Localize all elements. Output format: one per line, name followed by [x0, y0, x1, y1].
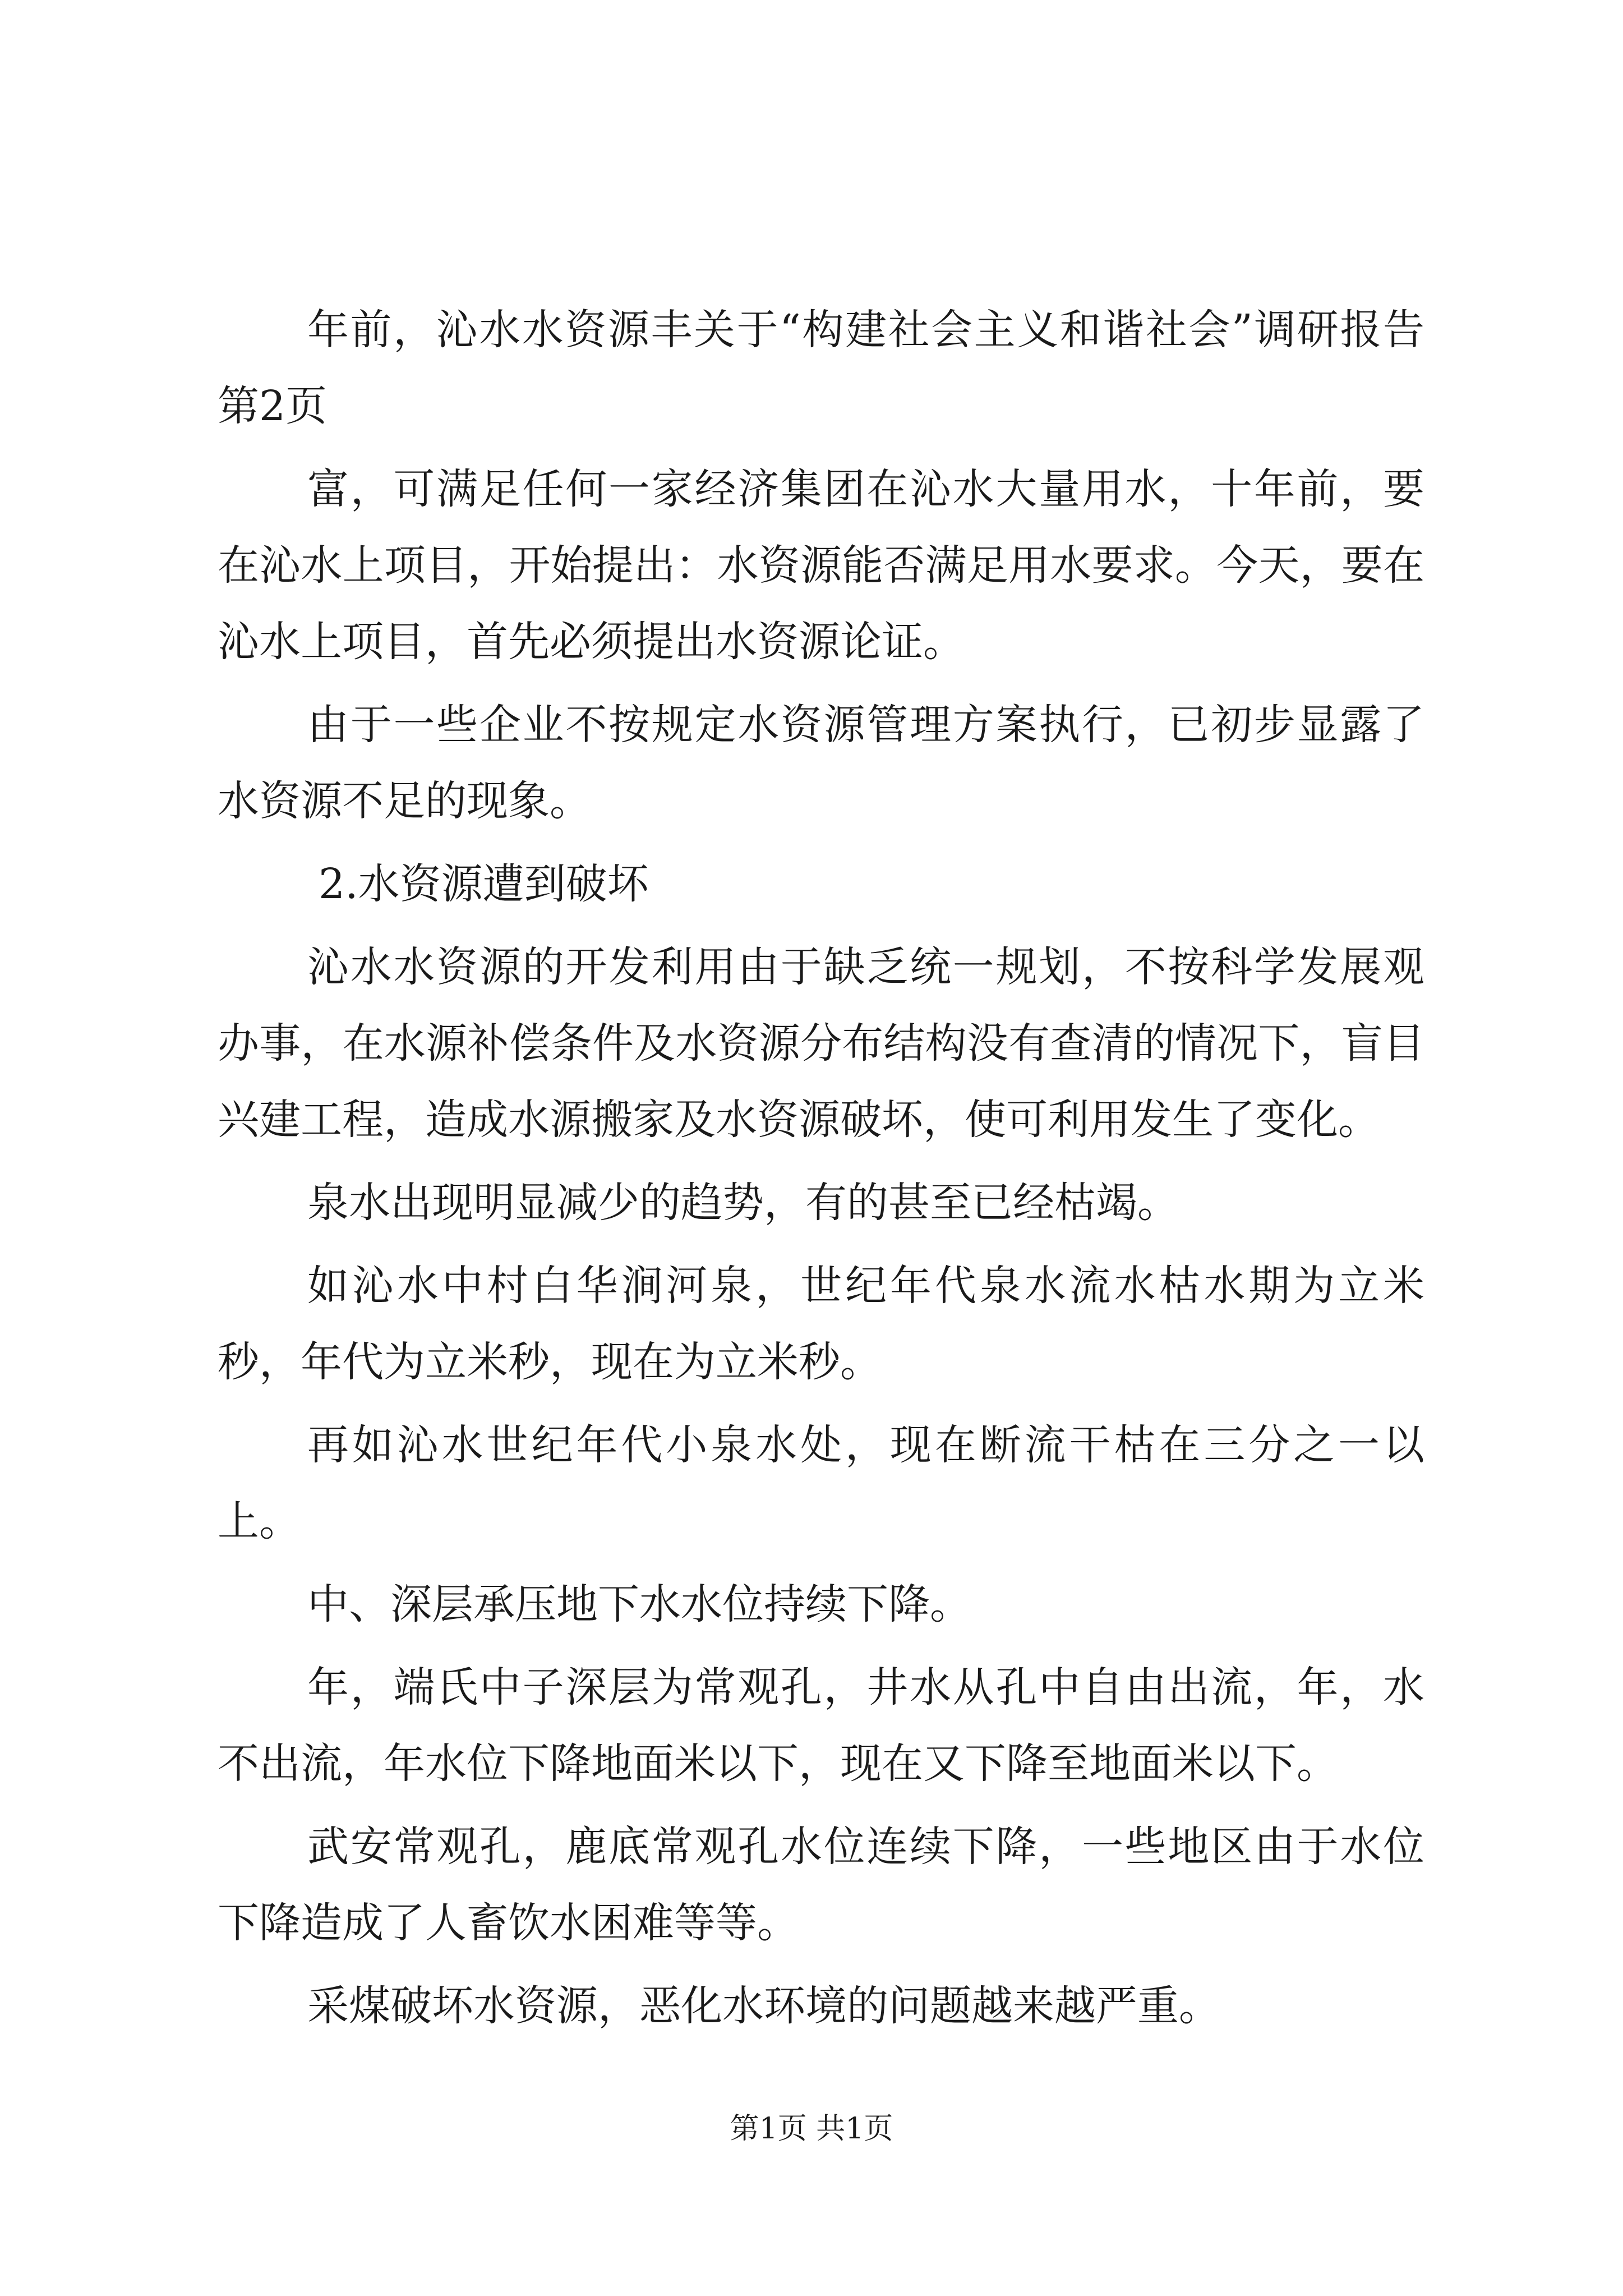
paragraph: 采煤破坏水资源，恶化水环境的问题越来越严重。 — [307, 1982, 1220, 2030]
document-body — [218, 292, 1424, 2051]
section-heading: 2.水资源遭到破坏 — [319, 860, 649, 908]
paragraph-title-continued: 年前，沁水水资源丰关于“构建社会主义和谐社会”调研报告第2页 — [218, 306, 1424, 430]
paragraph: 沁水水资源的开发利用由于缺乏统一规划，不按科学发展观办事，在水源补偿条件及水资源分布结构没有查清的情况下，盲目兴建工程，造成水源搬家及水资源破坏，使可利用发生了变化。 — [218, 943, 1424, 1144]
paragraph: 武安常观孔，鹿底常观孔水位连续下降，一些地区由于水位下降造成了人畜饮水困难等等。 — [218, 1823, 1424, 1947]
paragraph: 中、深层承压地下水水位持续下降。 — [307, 1580, 971, 1628]
paragraph: 年，端氏中子深层为常观孔，井水从孔中自由出流，年，水不出流，年水位下降地面米以下，现在又下降至地面米以下。 — [218, 1663, 1424, 1788]
paragraph: 富，可满足任何一家经济集团在沁水大量用水，十年前，要在沁水上项目，开始提出：水资源能否满足用水要求。今天，要在沁水上项目，首先必须提出水资源论证。 — [218, 465, 1424, 666]
paragraph: 由于一些企业不按规定水资源管理方案执行，已初步显露了水资源不足的现象。 — [218, 701, 1424, 825]
paragraph: 泉水出现明显减少的趋势，有的甚至已经枯竭。 — [307, 1179, 1179, 1227]
paragraph: 如沁水中村白华涧河泉，世纪年代泉水流水枯水期为立米秒，年代为立米秒，现在为立米秒。 — [218, 1262, 1424, 1386]
page-footer: 第1页 共1页 — [730, 2112, 893, 2146]
paragraph: 再如沁水世纪年代小泉水处，现在断流干枯在三分之一以上。 — [218, 1421, 1424, 1545]
